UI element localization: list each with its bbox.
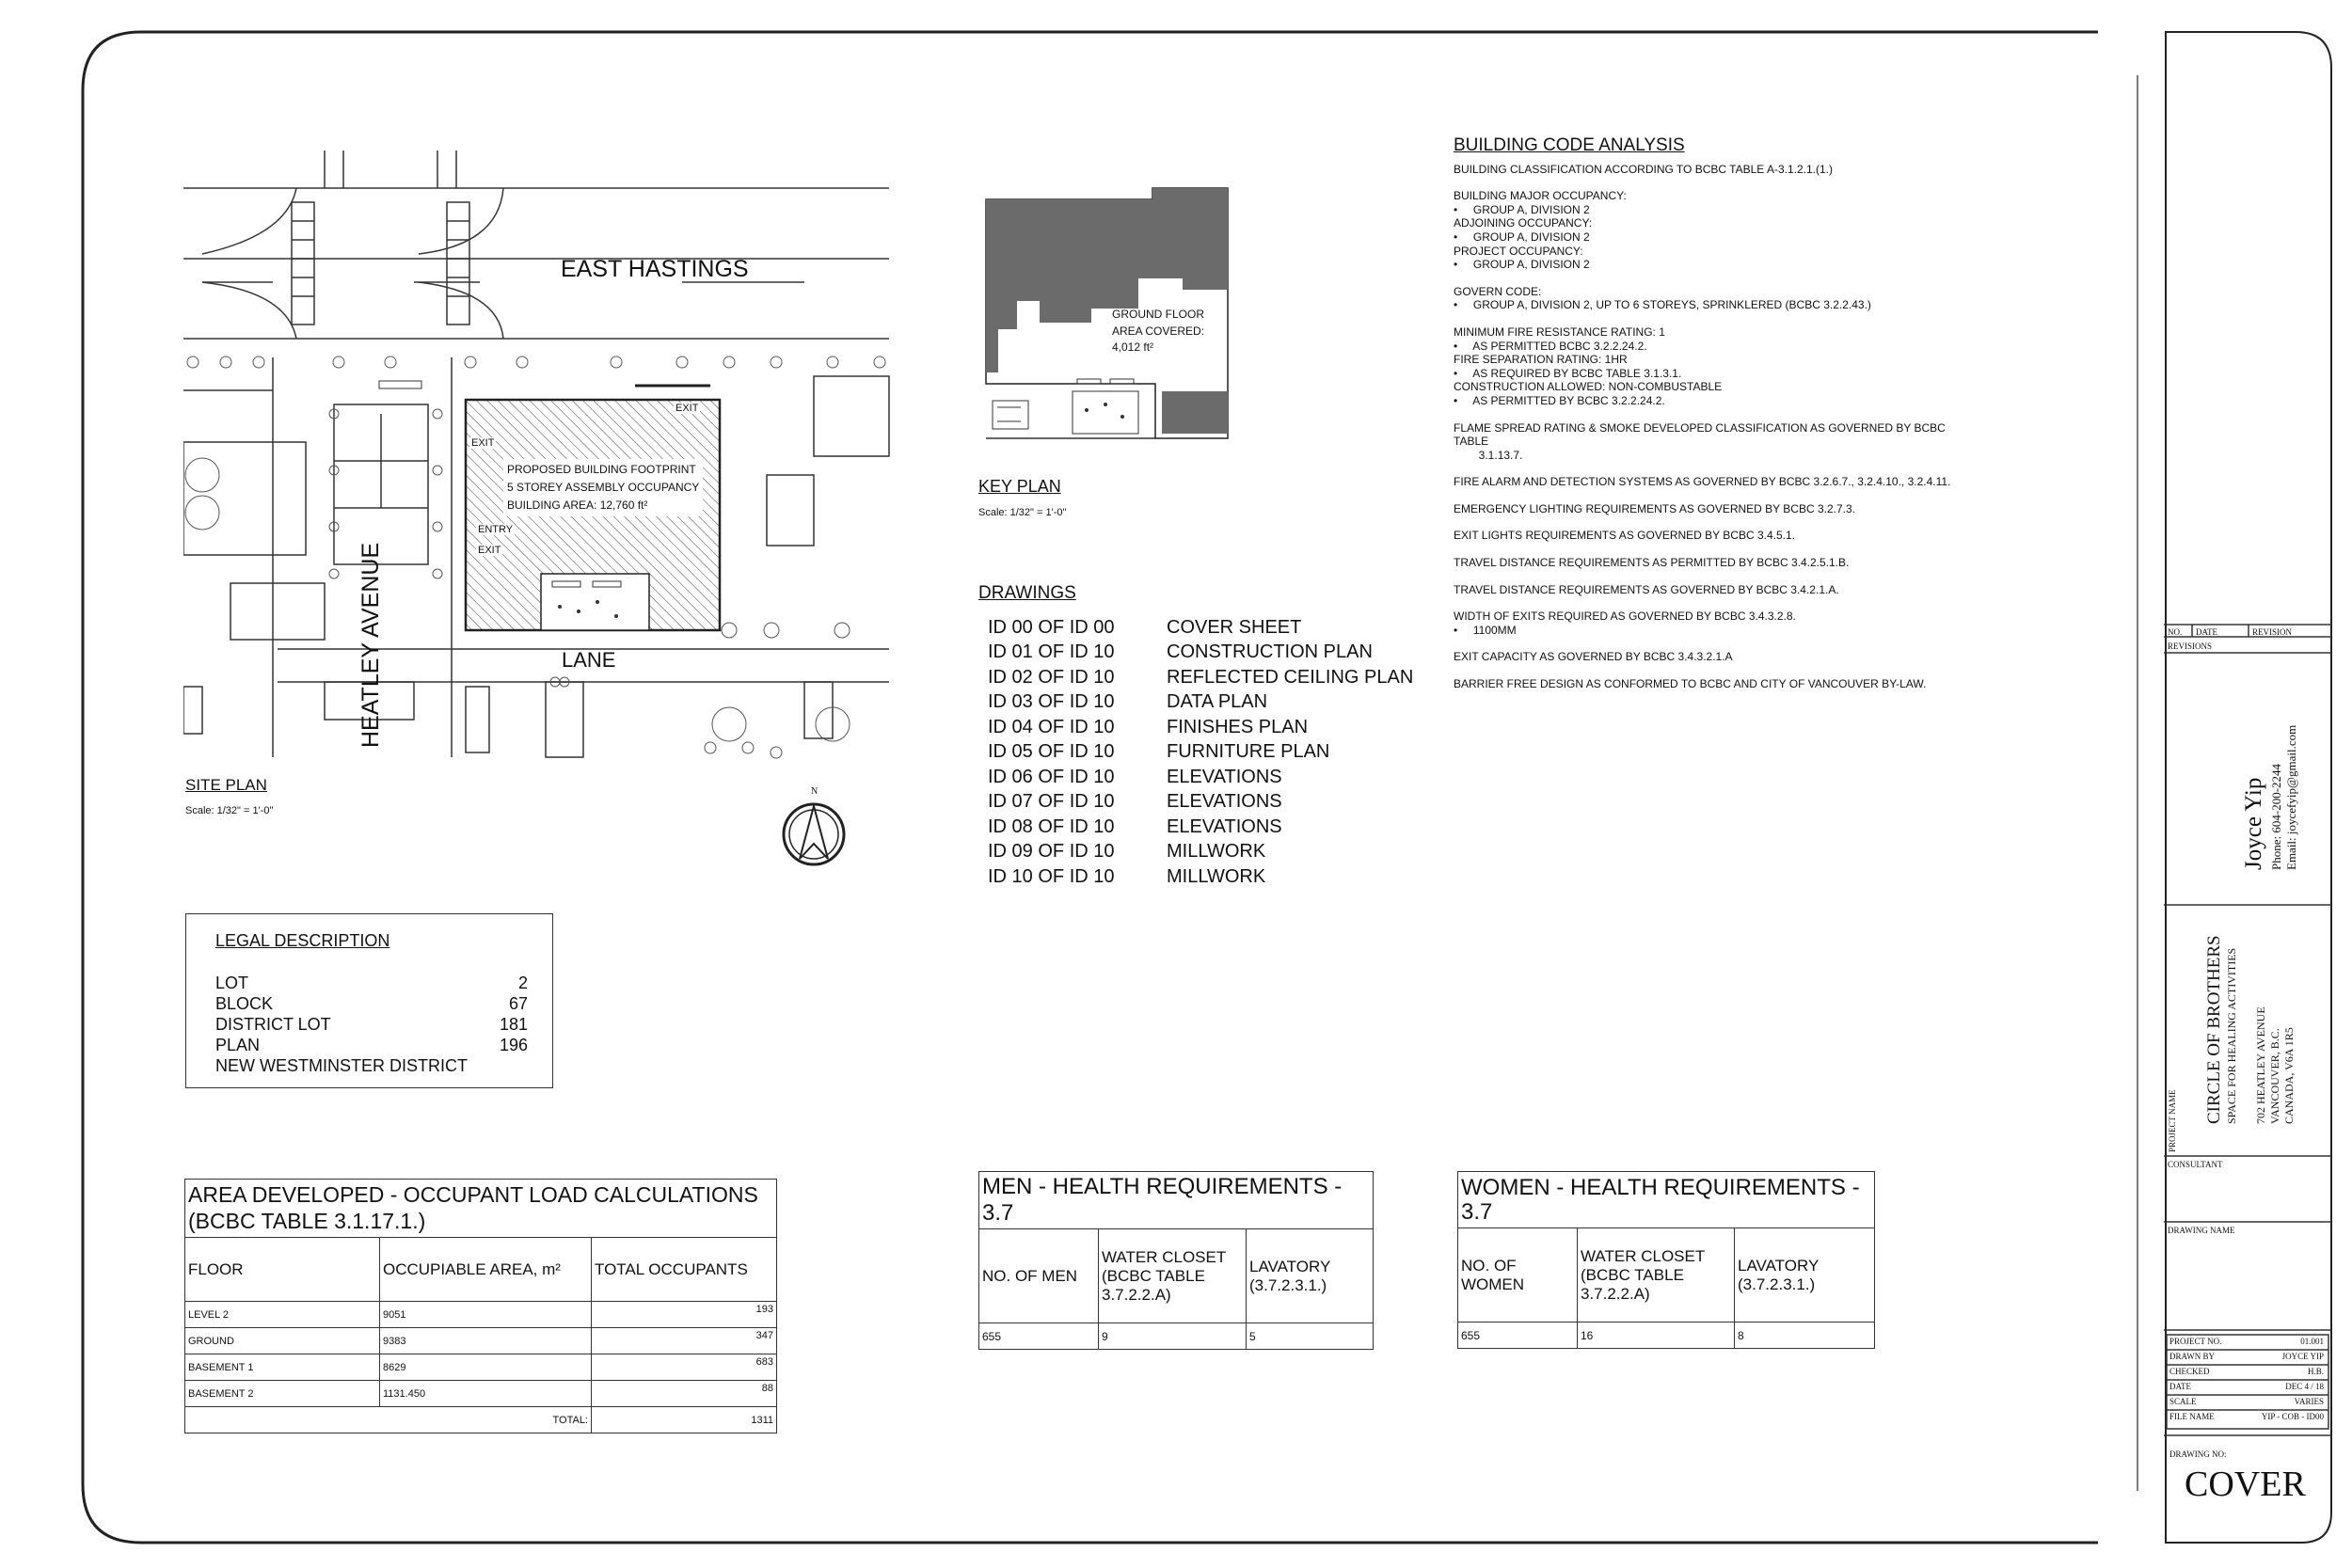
code-analysis-line: • GROUP A, DIVISION 2 bbox=[1454, 258, 1590, 272]
legal-row bbox=[215, 1014, 528, 1035]
drawing-row[interactable] bbox=[978, 765, 1413, 790]
drawings-table bbox=[978, 615, 1413, 890]
drawing-number-cover: COVER bbox=[2185, 1465, 2306, 1504]
exit-label-nw: EXIT bbox=[471, 437, 495, 449]
code-analysis-line: TRAVEL DISTANCE REQUIREMENTS AS PERMITTED BY BCBC 3.4.2.5.1.B. bbox=[1454, 556, 1850, 570]
consultant-label: CONSULTANT bbox=[2168, 1160, 2223, 1169]
area-cell: 9051 bbox=[380, 1302, 592, 1328]
revision-header-date: DATE bbox=[2196, 627, 2217, 637]
code-analysis-line: BARRIER FREE DESIGN AS CONFORMED TO BCBC AND CITY OF VANCOUVER BY-LAW. bbox=[1454, 677, 1927, 691]
drawing-title: ELEVATIONS bbox=[1167, 791, 1282, 813]
drawing-row[interactable] bbox=[978, 615, 1413, 641]
drawing-number: ID 02 OF ID 10 bbox=[988, 666, 1115, 688]
occupant-header-total: TOTAL OCCUPANTS bbox=[592, 1238, 777, 1302]
key-plan-scale: Scale: 1/32" = 1'-0" bbox=[978, 507, 1067, 518]
site-plan-scale: Scale: 1/32" = 1'-0" bbox=[185, 805, 274, 816]
drawing-title: REFLECTED CEILING PLAN bbox=[1167, 666, 1414, 688]
code-block-gap bbox=[1454, 408, 1980, 421]
occupant-header-area: OCCUPIABLE AREA, m² bbox=[380, 1238, 592, 1302]
area-cell: 8629 bbox=[380, 1354, 592, 1381]
designer-name: Joyce Yip bbox=[2241, 777, 2266, 870]
entry-label: ENTRY bbox=[478, 524, 514, 535]
code-analysis-line: • GROUP A, DIVISION 2, UP TO 6 STOREYS, SPRINKLERED (BCBC 3.2.2.43.) bbox=[1454, 298, 1871, 312]
info-value: 01.001 bbox=[2300, 1337, 2324, 1346]
legal-row bbox=[215, 973, 528, 993]
legal-row bbox=[215, 1035, 528, 1055]
total-value: 1311 bbox=[592, 1407, 777, 1433]
key-plan-title: KEY PLAN bbox=[978, 477, 1061, 496]
code-block-gap bbox=[1454, 515, 1980, 529]
info-row bbox=[2169, 1367, 2324, 1382]
info-row bbox=[2169, 1352, 2324, 1367]
drawing-row[interactable] bbox=[978, 715, 1413, 740]
project-subtitle: SPACE FOR HEALING ACTIVITIES bbox=[2225, 947, 2238, 1124]
project-name: CIRCLE OF BROTHERS bbox=[2204, 935, 2224, 1124]
code-analysis-line: FLAME SPREAD RATING & SMOKE DEVELOPED CLASSIFICATION AS GOVERNED BY BCBC TABLE bbox=[1454, 420, 1948, 449]
table-row bbox=[1458, 1323, 1875, 1349]
men-health-table bbox=[978, 1171, 1374, 1350]
legal-value: 67 bbox=[508, 993, 528, 1013]
drawing-title: ELEVATIONS bbox=[1167, 816, 1282, 837]
code-analysis-line: • AS PERMITTED BY BCBC 3.2.2.24.2. bbox=[1454, 393, 1665, 407]
women-header-lavatory: LAVATORY (3.7.2.3.1.) bbox=[1735, 1228, 1875, 1323]
table-total-row bbox=[185, 1407, 777, 1433]
code-analysis-line: WIDTH OF EXITS REQUIRED AS GOVERNED BY BCBC 3.4.3.2.8. bbox=[1454, 610, 1796, 624]
women-header-water-closet: WATER CLOSET (BCBC TABLE 3.7.2.2.A) bbox=[1578, 1228, 1735, 1323]
men-water-closet-cell: 9 bbox=[1099, 1323, 1247, 1350]
key-plan-note-line-2: AREA COVERED: bbox=[1112, 324, 1205, 338]
title-info-rows bbox=[2169, 1337, 2324, 1427]
lane-label: LANE bbox=[562, 648, 616, 672]
code-analysis-body bbox=[1454, 163, 1980, 691]
legal-value: 2 bbox=[517, 973, 528, 992]
site-plan-title: SITE PLAN bbox=[185, 776, 267, 794]
code-analysis-line: MINIMUM FIRE RESISTANCE RATING: 1 bbox=[1454, 325, 1665, 339]
legal-description-title: LEGAL DESCRIPTION bbox=[215, 931, 390, 950]
floor-cell: BASEMENT 2 bbox=[185, 1381, 380, 1407]
code-block-gap bbox=[1454, 664, 1980, 677]
footprint-note bbox=[503, 459, 703, 516]
footprint-note-line-3: BUILDING AREA: 12,760 ft² bbox=[507, 499, 648, 512]
drawings-list bbox=[978, 583, 1413, 890]
project-address-line-2: VANCOUVER, B.C. bbox=[2268, 1028, 2281, 1124]
drawing-number: ID 07 OF ID 10 bbox=[988, 791, 1115, 813]
legal-description-box bbox=[185, 913, 553, 1088]
men-header-lavatory: LAVATORY (3.7.2.3.1.) bbox=[1247, 1229, 1374, 1323]
info-label: FILE NAME bbox=[2169, 1412, 2215, 1421]
code-analysis-line: ADJOINING OCCUPANCY: bbox=[1454, 216, 1593, 230]
occupant-table-title: AREA DEVELOPED - OCCUPANT LOAD CALCULATIONS (BCBC TABLE 3.1.17.1.) bbox=[185, 1180, 777, 1238]
women-header-count: NO. OF WOMEN bbox=[1458, 1228, 1578, 1323]
drawing-title: FINISHES PLAN bbox=[1167, 716, 1309, 737]
key-plan-note-line-1: GROUND FLOOR bbox=[1112, 308, 1205, 321]
key-plan-note bbox=[1112, 307, 1204, 356]
men-lavatory-cell: 5 bbox=[1247, 1323, 1374, 1350]
drawing-title: COVER SHEET bbox=[1167, 616, 1302, 638]
info-value: JOYCE YIP bbox=[2281, 1352, 2324, 1361]
area-cell: 1131.450 bbox=[380, 1381, 592, 1407]
drawing-title: MILLWORK bbox=[1167, 865, 1266, 887]
legal-label: PLAN bbox=[215, 1035, 261, 1054]
women-table-title: WOMEN - HEALTH REQUIREMENTS - 3.7 bbox=[1458, 1172, 1875, 1228]
info-value: YIP - COB - ID00 bbox=[2261, 1412, 2324, 1421]
men-header-count: NO. OF MEN bbox=[979, 1229, 1099, 1323]
drawing-number: ID 09 OF ID 10 bbox=[988, 841, 1115, 863]
info-label: DATE bbox=[2169, 1382, 2191, 1391]
drawings-title: DRAWINGS bbox=[978, 583, 1076, 603]
code-block-gap bbox=[1454, 462, 1980, 475]
street-label-heatley-avenue: HEATLEY AVENUE bbox=[358, 542, 384, 748]
legal-value bbox=[497, 1055, 528, 1076]
legal-value: 181 bbox=[499, 1014, 528, 1034]
floor-cell: BASEMENT 1 bbox=[185, 1354, 380, 1381]
table-row bbox=[979, 1323, 1374, 1350]
drawing-title: DATA PLAN bbox=[1167, 691, 1268, 713]
street-label-east-hastings: EAST HASTINGS bbox=[561, 256, 749, 282]
drawing-row[interactable] bbox=[978, 840, 1413, 865]
drawing-number: ID 05 OF ID 10 bbox=[988, 741, 1115, 763]
info-value: H.B. bbox=[2307, 1367, 2324, 1376]
code-block-gap bbox=[1454, 543, 1980, 556]
code-block-gap bbox=[1454, 489, 1980, 502]
revision-header-revision: REVISION bbox=[2252, 627, 2292, 637]
info-value: DEC 4 / 18 bbox=[2285, 1382, 2324, 1391]
code-analysis-line: PROJECT OCCUPANCY: bbox=[1454, 244, 1583, 258]
revisions-label: REVISIONS bbox=[2168, 641, 2213, 651]
men-header-water-closet: WATER CLOSET (BCBC TABLE 3.7.2.2.A) bbox=[1099, 1229, 1247, 1323]
floor-cell: GROUND bbox=[185, 1328, 380, 1354]
code-block-gap bbox=[1454, 637, 1980, 650]
footprint-note-line-1: PROPOSED BUILDING FOOTPRINT bbox=[507, 463, 696, 476]
floor-cell: LEVEL 2 bbox=[185, 1302, 380, 1328]
north-label: N bbox=[811, 786, 818, 797]
code-analysis-line: EMERGENCY LIGHTING REQUIREMENTS AS GOVERNED BY BCBC 3.2.7.3. bbox=[1454, 501, 1855, 515]
drawing-number: ID 01 OF ID 10 bbox=[988, 641, 1115, 663]
info-label: PROJECT NO. bbox=[2169, 1337, 2222, 1346]
info-value: VARIES bbox=[2294, 1397, 2324, 1406]
code-block-gap bbox=[1454, 272, 1980, 285]
drawing-number: ID 10 OF ID 10 bbox=[988, 865, 1115, 887]
legal-label: NEW WESTMINSTER DISTRICT bbox=[215, 1055, 468, 1075]
legal-value: 196 bbox=[499, 1035, 528, 1054]
code-block-gap bbox=[1454, 596, 1980, 610]
drawing-number: ID 06 OF ID 10 bbox=[988, 766, 1115, 787]
occupants-cell: 683 bbox=[592, 1354, 777, 1381]
code-analysis-line: • 1100MM bbox=[1454, 623, 1517, 637]
code-analysis-line: EXIT CAPACITY AS GOVERNED BY BCBC 3.4.3.2.1.A bbox=[1454, 650, 1733, 664]
drawing-row[interactable] bbox=[978, 690, 1413, 716]
project-address-line-3: CANADA, V6A 1R5 bbox=[2282, 1027, 2296, 1124]
info-row bbox=[2169, 1337, 2324, 1352]
code-analysis-line: GOVERN CODE: bbox=[1454, 284, 1542, 298]
project-name-label: PROJECT NAME bbox=[2168, 1089, 2177, 1152]
code-analysis-line: FIRE ALARM AND DETECTION SYSTEMS AS GOVERNED BY BCBC 3.2.6.7., 3.2.4.10., 3.2.4.11. bbox=[1454, 475, 1951, 489]
total-label: TOTAL: bbox=[185, 1407, 592, 1433]
occupants-cell: 88 bbox=[592, 1381, 777, 1407]
drawing-title: CONSTRUCTION PLAN bbox=[1167, 641, 1373, 663]
code-analysis-line: • AS PERMITTED BCBC 3.2.2.24.2. bbox=[1454, 339, 1647, 353]
code-block-gap bbox=[1454, 176, 1980, 189]
legal-label: LOT bbox=[215, 973, 249, 992]
code-analysis-line: TRAVEL DISTANCE REQUIREMENTS AS GOVERNED BY BCBC 3.4.2.1.A. bbox=[1454, 582, 1839, 596]
code-analysis-line: • GROUP A, DIVISION 2 bbox=[1454, 202, 1590, 216]
code-analysis-line: CONSTRUCTION ALLOWED: NON-COMBUSTABLE bbox=[1454, 380, 1723, 394]
drawing-number: ID 00 OF ID 00 bbox=[988, 616, 1115, 638]
code-analysis-title: BUILDING CODE ANALYSIS bbox=[1454, 135, 1685, 155]
drawing-title: MILLWORK bbox=[1167, 841, 1266, 863]
drawing-no-label: DRAWING NO: bbox=[2169, 1449, 2227, 1459]
code-block-gap bbox=[1454, 312, 1980, 325]
table-row bbox=[185, 1328, 777, 1354]
legal-label: BLOCK bbox=[215, 993, 274, 1013]
info-label: DRAWN BY bbox=[2169, 1352, 2216, 1361]
occupant-load-table bbox=[184, 1179, 777, 1433]
code-block-gap bbox=[1454, 570, 1980, 583]
footprint-note-line-2: 5 STOREY ASSEMBLY OCCUPANCY bbox=[507, 481, 700, 494]
exit-label-ne: EXIT bbox=[675, 403, 699, 414]
code-analysis-line: • AS REQUIRED BY BCBC TABLE 3.1.3.1. bbox=[1454, 366, 1682, 380]
info-row bbox=[2169, 1397, 2324, 1412]
occupant-header-floor: FLOOR bbox=[185, 1238, 380, 1302]
legal-row bbox=[215, 1055, 528, 1076]
code-analysis-line: 3.1.13.7. bbox=[1454, 448, 1523, 462]
drawing-row[interactable] bbox=[978, 864, 1413, 890]
info-label: SCALE bbox=[2169, 1397, 2197, 1406]
project-address-line-1: 702 HEATLEY AVENUE bbox=[2254, 1006, 2267, 1124]
designer-phone: Phone: 604-200-2244 bbox=[2269, 763, 2283, 870]
info-row bbox=[2169, 1412, 2324, 1427]
women-count-cell: 655 bbox=[1458, 1323, 1578, 1349]
drawing-row[interactable] bbox=[978, 815, 1413, 840]
building-code-analysis bbox=[1454, 135, 1980, 691]
table-row bbox=[185, 1354, 777, 1381]
drawing-row[interactable] bbox=[978, 790, 1413, 816]
code-analysis-line: EXIT LIGHTS REQUIREMENTS AS GOVERNED BY BCBC 3.4.5.1. bbox=[1454, 529, 1795, 543]
designer-email: Email: joycefyip@gmail.com bbox=[2284, 724, 2298, 870]
code-analysis-line: • GROUP A, DIVISION 2 bbox=[1454, 230, 1590, 244]
men-count-cell: 655 bbox=[979, 1323, 1099, 1350]
site-plan-drawing bbox=[183, 150, 898, 762]
drawing-row[interactable] bbox=[978, 740, 1413, 766]
exit-label-w: EXIT bbox=[478, 545, 501, 556]
drawing-title: FURNITURE PLAN bbox=[1167, 741, 1330, 763]
drawing-name-label: DRAWING NAME bbox=[2168, 1226, 2235, 1235]
info-label: CHECKED bbox=[2169, 1367, 2210, 1376]
area-cell: 9383 bbox=[380, 1328, 592, 1354]
table-row bbox=[185, 1302, 777, 1328]
drawing-title: ELEVATIONS bbox=[1167, 766, 1282, 787]
occupants-cell: 193 bbox=[592, 1302, 777, 1328]
drawing-number: ID 03 OF ID 10 bbox=[988, 691, 1115, 713]
men-table-title: MEN - HEALTH REQUIREMENTS - 3.7 bbox=[979, 1172, 1374, 1229]
north-arrow-icon bbox=[781, 785, 847, 870]
code-analysis-line: BUILDING MAJOR OCCUPANCY: bbox=[1454, 189, 1627, 203]
drawing-number: ID 08 OF ID 10 bbox=[988, 816, 1115, 837]
info-row bbox=[2169, 1382, 2324, 1397]
table-row bbox=[185, 1381, 777, 1407]
occupants-cell: 347 bbox=[592, 1328, 777, 1354]
legal-row bbox=[215, 993, 528, 1014]
legal-label: DISTRICT LOT bbox=[215, 1014, 331, 1034]
revision-header-no: NO. bbox=[2168, 627, 2183, 637]
drawing-number: ID 04 OF ID 10 bbox=[988, 716, 1115, 737]
code-analysis-line: FIRE SEPARATION RATING: 1HR bbox=[1454, 353, 1628, 367]
code-analysis-line: BUILDING CLASSIFICATION ACCORDING TO BCBC TABLE A-3.1.2.1.(1.) bbox=[1454, 162, 1833, 176]
women-health-table bbox=[1457, 1171, 1875, 1349]
women-lavatory-cell: 8 bbox=[1735, 1323, 1875, 1349]
drawing-row[interactable] bbox=[978, 665, 1413, 690]
women-water-closet-cell: 16 bbox=[1578, 1323, 1735, 1349]
legal-description-table bbox=[215, 973, 528, 1076]
drawing-row[interactable] bbox=[978, 641, 1413, 666]
key-plan-note-line-3: 4,012 ft² bbox=[1112, 341, 1154, 354]
